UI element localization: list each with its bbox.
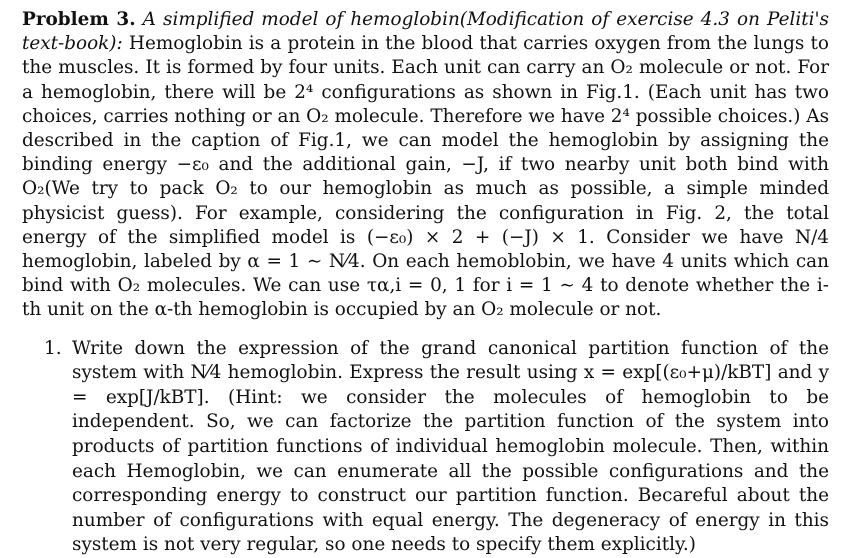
question-list xyxy=(22,337,829,558)
question-number: 1. xyxy=(44,337,62,359)
problem-label: Problem 3. xyxy=(22,9,136,30)
problem-paragraph xyxy=(22,8,829,323)
question-text: Write down the expression of the grand canonical partition function of the system with N⁄4 hemoglobin. Express the result using x = exp[(ε₀+μ)/kBT] and y = exp[J/kBT]. (Hint: we consider the molecules of hemoglobin to be independent. So, we can factorize the partition function of the system into products of partition functions of individual hemoglobin molecule. Then, within each Hemoglobin, we can enumerate all the possible configurations and the corresponding energy to construct our partition function. Becareful about the number of configurations with equal energy. The degeneracy of energy in this system is not very regular, so one needs to specify them explicitly.) xyxy=(72,337,829,556)
question-item xyxy=(22,337,829,558)
problem-body: Hemoglobin is a protein in the blood that carries oxygen from the lungs to the muscles. It is formed by four units. Each unit can carry an O₂ molecule or not. For a hemoglobin, there will be 2⁴ configurations as shown in Fig.1. (Each unit has two choices, carries nothing or an O₂ molecule. Therefore we have 2⁴ possible choices.) As described in the caption of Fig.1, we can model the hemoglobin by assigning the binding energy −ε₀ and the additional gain, −J, if two nearby unit both bind with O₂(We try to pack O₂ to our hemoglobin as much as possible, a simple minded physicist guess). For example, considering the configuration in Fig. 2, the total energy of the simplified model is (−ε₀) × 2 + (−J) × 1. Consider we have N/4 hemoglobin, labeled by α = 1 ∼ N⁄4. On each hemoblobin, we have 4 units which can bind with O₂ molecules. We can use τα,i = 0, 1 for i = 1 ∼ 4 to denote whether the i-th unit on the α-th hemoglobin is occupied by an O₂ molecule or not. xyxy=(22,33,830,321)
problem-title: A simplified model of hemoglobin(Modification of exercise 4.3 on Peliti's text-book): xyxy=(22,9,829,55)
